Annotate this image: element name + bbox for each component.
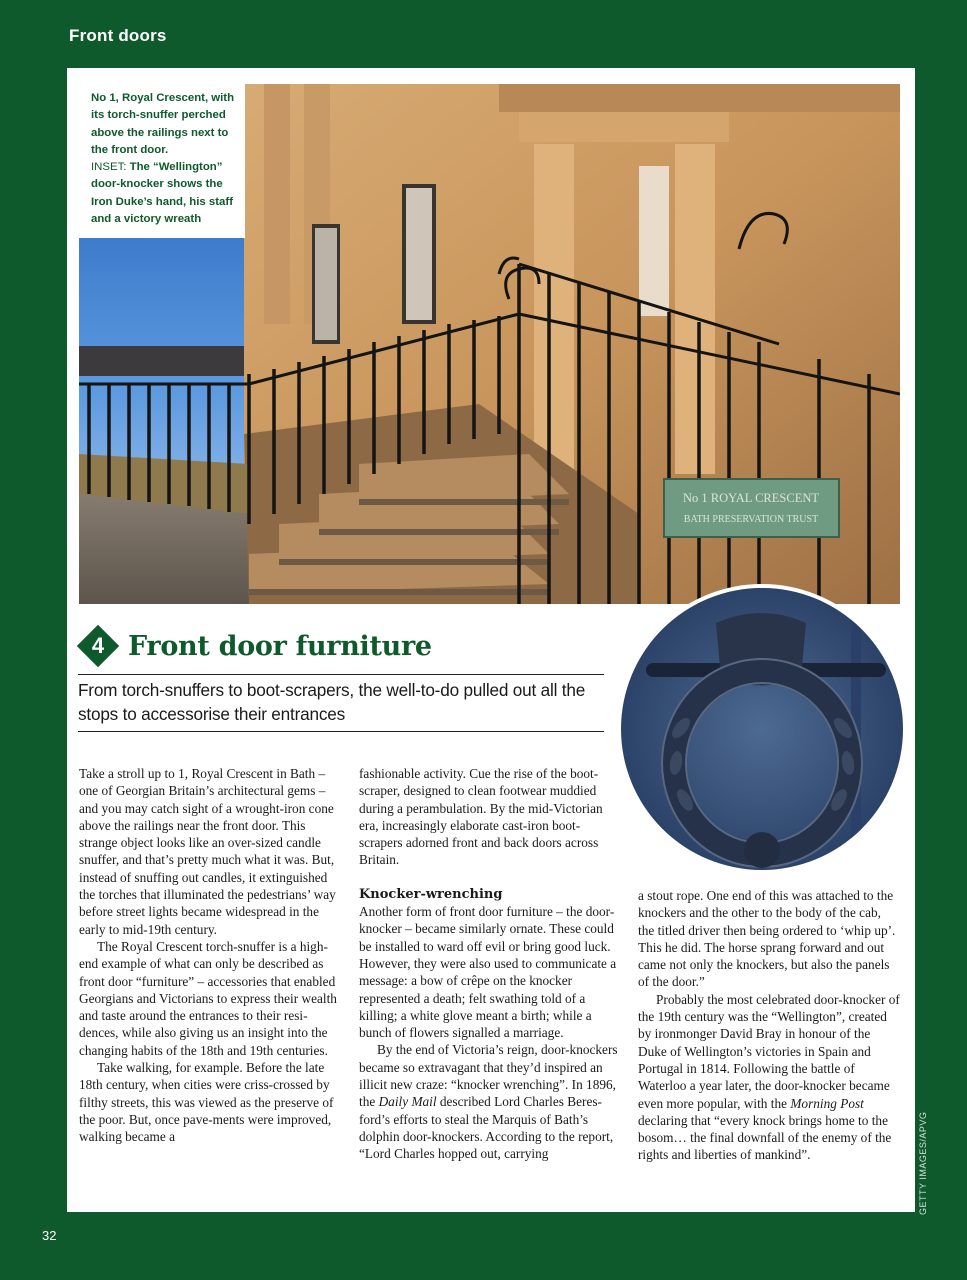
photo-credit: GETTY IMAGES/APVG	[918, 1111, 928, 1215]
body-paragraph	[638, 991, 900, 1164]
hero-photo-royal-crescent	[79, 84, 900, 604]
body-column-3	[638, 887, 900, 1164]
heading-title: Front door furniture	[128, 630, 432, 662]
caption-inset-label: INSET:	[91, 161, 127, 174]
text-run: Probably the most celebrated door-knocker of the 19th century was the “Wellington”, created by ironmonger David Bray in honour of the Duke of Wellington’s victories in Spain and Portugal in 1814. Following the battle of Waterloo a year later, the door-knocker became even more popular, with the	[638, 991, 900, 1111]
text-run: described Lord Charles Beres-ford’s efforts to steal the Marquis of Bath’s dolphin door-knockers. According to the report, “Lord Charles hopped out, carrying	[359, 1094, 614, 1162]
section-number: 4	[91, 633, 105, 658]
plaque-line2: BATH PRESERVATION TRUST	[683, 514, 819, 525]
publication-name: Morning Post	[790, 1095, 864, 1111]
subheading: Knocker-wrenching	[359, 886, 503, 902]
body-paragraph: The Royal Crescent torch-snuffer is a high-end example of what can only be described as front door “furniture” – accessories that enabled Georgians and Victorians to express their wealth and taste around the entrances to their resi-dences, while also giving us an insight into the changing habits of the 18th and 19th centuries.	[79, 938, 337, 1058]
standfirst-rule-top	[78, 674, 604, 675]
body-paragraph: Take a stroll up to 1, Royal Crescent in Bath – one of Georgian Britain’s architectural gems – and you may catch sight of a wrought-iron cone above the railings near the front door. This strange object looks like an over-sized candle snuffer, and that’s pretty much what it was. But, instead of snuffing out candles, it extinguished the torches that illuminated the pedestrians’ way before street lights became widespread in the early to mid-19th century.	[79, 766, 336, 937]
section-number-badge	[75, 623, 121, 669]
article-page	[67, 68, 915, 1212]
caption-main: No 1, Royal Crescent, with its torch-snuffer perched above the railings next to the front door.	[91, 92, 235, 156]
body-paragraph: Another form of front door furniture – the door-knocker – became similarly ornate. These could be installed to ward off evil or bring good luck. However, they were also used to communicate a message: a bow of crêpe on the knocker represented a death; felt swathing told of a killing; a white glove meant a birth; while a bunch of flowers signalled a marriage.	[359, 904, 617, 1041]
body-paragraph	[359, 1041, 621, 1162]
section-header: Front doors	[69, 26, 167, 45]
body-paragraph: Take walking, for example. Before the late 18th century, when cities were criss-crossed by filthy streets, this was viewed as the preserve of the poor. But, once pave-ments were improved, walking became a	[79, 1060, 334, 1145]
text-run: By the end of Victoria’s reign, door-knockers became so extravagant that they’d inspired an illicit new craze: “knocker wrenching”. In 1896, the	[359, 1042, 618, 1110]
body-column-1	[79, 765, 341, 1146]
publication-name: Daily Mail	[378, 1094, 437, 1110]
standfirst-rule-bottom	[78, 731, 604, 732]
body-column-2	[359, 765, 621, 1163]
inset-photo-door-knocker	[617, 584, 907, 874]
photo-caption	[79, 84, 245, 238]
plaque-line1: No 1 ROYAL CRESCENT	[682, 491, 820, 505]
caption-inset: The “Wellington” door-knocker shows the Iron Duke’s hand, his staff and a victory wreath	[91, 161, 233, 226]
page-number: 32	[42, 1228, 57, 1243]
body-paragraph: fashionable activity. Cue the rise of the boot-scraper, designed to clean footwear muddied during a perambulation. By the mid-Victorian era, increasingly elaborate cast-iron boot-scrapers adorned front and back doors across Britain.	[359, 766, 603, 868]
text-run: declaring that “every knock brings home to the bosom… the final downfall of the enemy of the rights and liberties of mankind”.	[638, 1112, 892, 1163]
section-heading	[75, 623, 432, 669]
standfirst: From torch-snuffers to boot-scrapers, the well-to-do pulled out all the stops to accessorise their entrances	[78, 680, 586, 724]
body-paragraph: a stout rope. One end of this was attached to the knockers and the other to the body of the cab, the titled driver then being ordered to ‘whip up’. This he did. The horse sprang forward and out came not only the knockers, but also the panels of the door.”	[638, 888, 896, 990]
